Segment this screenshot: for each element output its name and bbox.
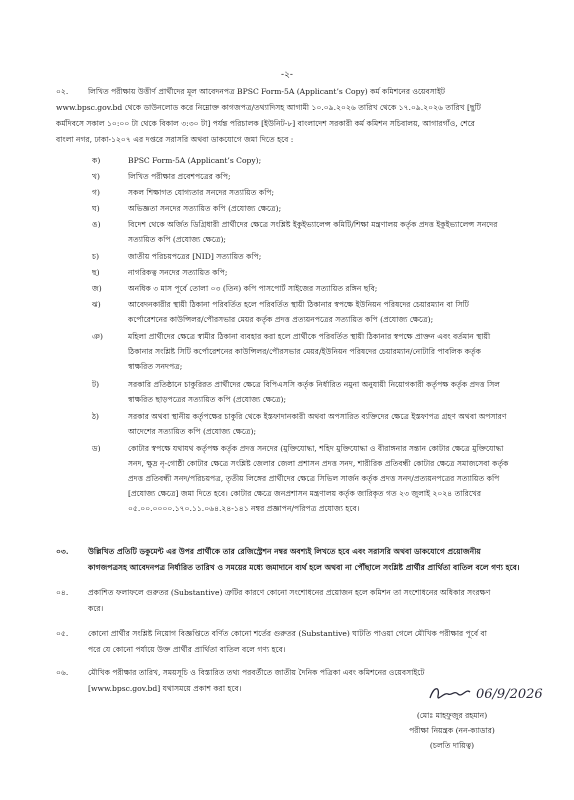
signatory-name: (মোঃ মাহফুজুর রহমান) bbox=[416, 711, 488, 720]
page-number: -২- bbox=[281, 70, 293, 80]
item-text: আদেশের সত্যায়িত কপি (প্রযোজ্য ক্ষেত্রে); bbox=[128, 427, 257, 436]
section-05-number: ০৫. bbox=[56, 629, 69, 638]
item-text: সকল শিক্ষাগত যোগ্যতার সনদের সত্যায়িত কপি; bbox=[128, 188, 275, 197]
item-label: গ) bbox=[92, 188, 100, 197]
section-02-number: ০২. bbox=[56, 87, 69, 96]
item-text: জাতীয় পরিচয়পত্রের [NID] সত্যায়িত কপি; bbox=[128, 252, 262, 261]
section-04-number: ০৪. bbox=[56, 588, 69, 597]
section-02-line: বাংলা নগর, ঢাকা-১২০৭ এর দপ্তরে সরাসরি অথবা ডাকযোগে জমা দিতে হবে : bbox=[56, 135, 294, 144]
item-text: [প্রযোজ্য ক্ষেত্রে] জমা দিতে হবে। কোটার ক্ষেত্রে জনপ্রশাসন মন্ত্রণালয় কর্তৃক জারিকৃত গত ২৩ জুলাই ২০২৪ তারিখের bbox=[128, 489, 482, 498]
section-03-line: কাগজপত্রসহ আবেদনপত্র নির্ধারিত তারিখ ও সময়ের মধ্যে জমাদানে ব্যর্থ হলে অথবা না পৌঁছালে সংশ্লিষ্ট প্রার্থীর প্রার্থিতা বাতিল বলে গণ্য হবে। bbox=[88, 563, 520, 572]
section-02-line: লিখিত পরীক্ষায় উত্তীর্ণ প্রার্থীদের মূল আবেদনপত্র BPSC Form-5A (Applicant’s Copy) কর্ম কমিশনের ওয়েবসাইট bbox=[88, 87, 446, 96]
section-05-line: কোনো প্রার্থীর সংশ্লিষ্ট নিয়োগ বিজ্ঞপ্তিতে বর্ণিত কোনো শর্তের গুরুতর (Substantive) ঘাটতি পাওয়া গেলে মৌখিক পরীক্ষার পূর্বে বা bbox=[88, 629, 487, 638]
item-label: ট) bbox=[92, 380, 100, 389]
section-04-line: করে। bbox=[88, 604, 104, 613]
item-text: সরকার অথবা স্থানীয় কর্তৃপক্ষের চাকুরি থেকে ইস্তফাদানকারী অথবা অপসারিত ব্যক্তিদের ক্ষেত্রে ইস্তফাপত্র গ্রহণ অথবা অপসারণ bbox=[128, 412, 507, 421]
item-label: ড) bbox=[92, 444, 101, 453]
item-text: BPSC Form-5A (Applicant’s Copy); bbox=[128, 156, 262, 165]
section-03-line: উল্লিখিত প্রতিটি ডকুমেন্ট এর উপর প্রার্থীকে তার রেজিস্ট্রেশন নম্বর অবশ্যই লিখতে হবে এবং সরাসরি অথবা ডাকযোগে প্রয়োজনীয় bbox=[88, 547, 481, 556]
item-text: ০৫.০০.০০০০.১৭০.১১.০৬৪.২৪-১৪১ নম্বর প্রজ্ঞাপন/পরিপত্র প্রযোজ্য হবে। bbox=[128, 504, 360, 513]
section-06-line: [www.bpsc.gov.bd] যথাসময়ে প্রকাশ করা হবে। bbox=[88, 684, 242, 693]
item-label: ঝ) bbox=[92, 300, 101, 309]
item-label: জ) bbox=[92, 284, 102, 293]
item-text: অনধিক ৩ মাস পূর্বে তোলা ০৩ (তিন) কপি পাসপোর্ট সাইজের সত্যায়িত রঙ্গিন ছবি; bbox=[128, 284, 378, 293]
handwritten-signature bbox=[426, 680, 556, 706]
item-label: ঘ) bbox=[92, 204, 100, 213]
section-02-line: কর্মদিবসে সকাল ১০:০০ টা থেকে বিকাল ৩:৩০ টা] পর্যন্ত পরিচালক [ইউনিট-৮] বাংলাদেশ সরকারী কর্ম কমিশন সচিবালয়, আগারগাঁও, শেরে bbox=[56, 119, 475, 128]
item-text: লিখিত পরীক্ষার প্রবেশপত্রের কপি; bbox=[128, 172, 231, 181]
item-text: সনদ, ক্ষুদ্র নৃ-গোষ্ঠী কোটার ক্ষেত্রে সংশ্লিষ্ট জেলার জেলা প্রশাসন প্রদত্ত সনদ, শারীরিক প্রতিবন্ধী কোটার ক্ষেত্রে সমাজসেবা কর্তৃক bbox=[128, 459, 509, 468]
item-text: নাগরিকত্ব সনদের সত্যায়িত কপি; bbox=[128, 268, 228, 277]
item-label: ঙ) bbox=[92, 220, 101, 229]
item-text: কোটার স্বপক্ষে যথাযথ কর্তৃপক্ষ কর্তৃক প্রদত্ত সনদের (মুক্তিযোদ্ধা, শহিদ মুক্তিযোদ্ধা ও বীরাঙ্গনার সন্তান কোটার ক্ষেত্রে মুক্তিযোদ্ধা bbox=[128, 444, 504, 453]
item-text: সরকারি প্রতিষ্ঠানে চাকুরিরত প্রার্থীদের ক্ষেত্রে বিপিএসসি কর্তৃক নির্ধারিত নমুনা অনুযায়ী নিয়োগকারী কর্তৃপক্ষ কর্তৃক প্রদত্ত সিল bbox=[128, 380, 500, 389]
item-text: ঠিকানার সংশ্লিষ্ট সিটি কর্পোরেশনের কাউন্সিলর/পৌরসভার মেয়র/ইউনিয়ন পরিষদের চেয়ারম্যান/নোটারি পাবলিক কর্তৃক bbox=[128, 347, 481, 356]
item-label: ঠ) bbox=[92, 412, 100, 421]
item-text: কর্পোরেশনের কাউন্সিলর/পৌরসভার মেয়র কর্তৃক প্রদত্ত প্রত্যয়নপত্রের সত্যায়িত কপি (প্রযোজ্য ক্ষেত্রে); bbox=[128, 315, 434, 324]
section-06-line: মৌখিক পরীক্ষার তারিখ, সময়সূচি ও বিস্তারিত তথ্য পরবর্তীতে জাতীয় দৈনিক পত্রিকা এবং কমিশনের ওয়েবসাইটে bbox=[88, 668, 425, 677]
section-04-line: প্রকাশিত ফলাফলে গুরুতর (Substantive) ত্রুটির কারণে কোনো সংশোধনের প্রয়োজন হলে কমিশন তা সংশোধনের অধিকার সংরক্ষণ bbox=[88, 588, 491, 597]
item-text: স্বাক্ষরিত সনদপত্র; bbox=[128, 362, 183, 371]
signatory-note: (চলতি দায়িত্ব) bbox=[429, 741, 475, 750]
signatory-designation: পরীক্ষা নিয়ন্ত্রক (নন-ক্যাডার) bbox=[409, 726, 495, 735]
item-text: প্রদত্ত প্রতিবন্ধী সনদ/পরিচয়পত্র, তৃতীয় লিঙ্গের প্রার্থীদের ক্ষেত্রে সিভিল সার্জন কর্তৃক প্রদত্ত সনদ/প্রত্যয়নপত্রের সত্যায়িত কপি bbox=[128, 474, 500, 483]
item-text: সত্যায়িত কপি (প্রযোজ্য ক্ষেত্রে); bbox=[128, 235, 226, 244]
item-label: ছ) bbox=[92, 268, 100, 277]
section-05-line: পরে যে কোনো পর্যায়ে উক্ত প্রার্থীর প্রার্থিতা বাতিল বলে গণ্য হবে। bbox=[88, 645, 286, 654]
section-03-number: ০৩. bbox=[56, 547, 69, 556]
section-02-line: www.bpsc.gov.bd থেকে ডাউনলোড করে নিম্নোক্ত কাগজপত্র/তথ্যাদিসহ আগামী ১০.০৯.২০২৬ তারিখ থেকে ১৭.০৯.২০২৬ তারিখ [ছুটি bbox=[56, 103, 481, 112]
item-label: চ) bbox=[92, 252, 100, 261]
item-text: স্বাক্ষরিত ছাড়পত্রের সত্যায়িত কপি (প্রযোজ্য ক্ষেত্রে); bbox=[128, 395, 287, 404]
item-label: খ) bbox=[92, 172, 100, 181]
item-label: ঞ) bbox=[92, 332, 103, 341]
item-text: আবেদনকারীর স্থায়ী ঠিকানা পরিবর্তিত হলে পরিবর্তিত স্থায়ী ঠিকানার স্বপক্ষে ইউনিয়ন পরিষদের চেয়ারম্যান বা সিটি bbox=[128, 300, 469, 309]
item-text: বিদেশ থেকে অর্জিত ডিগ্রিধারী প্রার্থীদের ক্ষেত্রে সংশ্লিষ্ট ইকুইভ্যালেন্স কমিটি/শিক্ষা মন্ত্রণালয় কর্তৃক প্রদত্ত ইকুইভ্যালেন্স সনদের bbox=[128, 220, 498, 229]
svg-text:06/9/2026: 06/9/2026 bbox=[476, 687, 543, 702]
section-06-number: ০৬. bbox=[56, 668, 69, 677]
item-text: অভিজ্ঞতা সনদের সত্যায়িত কপি (প্রযোজ্য ক্ষেত্রে); bbox=[128, 204, 282, 213]
item-label: ক) bbox=[92, 156, 101, 165]
item-text: মহিলা প্রার্থীদের ক্ষেত্রে স্বামীর ঠিকানা ব্যবহার করা হলে প্রার্থীকে পরিবর্তিত স্থায়ী ঠিকানার স্বপক্ষে প্রাক্তন এবং বর্তমান স্থায়ী bbox=[128, 332, 491, 341]
